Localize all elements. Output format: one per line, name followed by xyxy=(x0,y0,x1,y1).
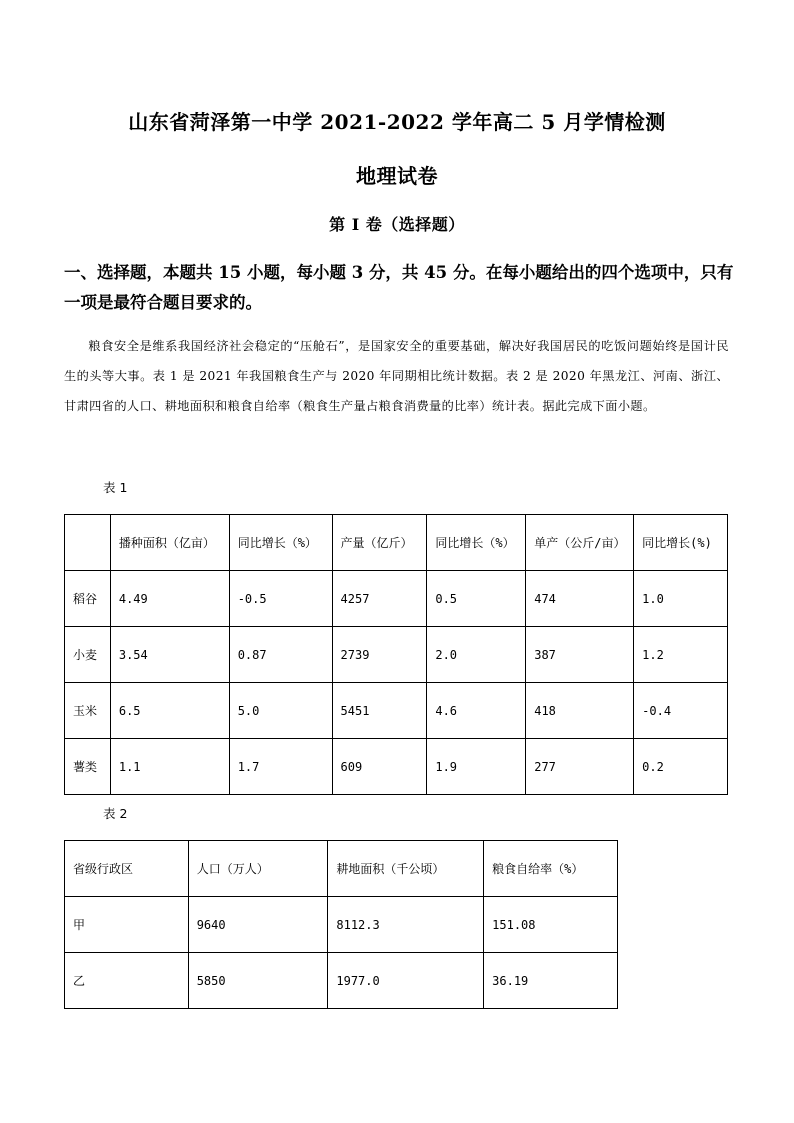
table-cell: 9640 xyxy=(188,897,328,953)
table-cell: 0.2 xyxy=(634,739,728,795)
table-cell: 薯类 xyxy=(65,739,111,795)
table-cell: 1.9 xyxy=(427,739,526,795)
table-header-cell: 同比增长（%） xyxy=(427,515,526,571)
table-cell: 5850 xyxy=(188,953,328,1009)
table-cell: 稻谷 xyxy=(65,571,111,627)
table-header-cell: 同比增长(%) xyxy=(634,515,728,571)
exam-title: 山东省菏泽第一中学 2021-2022 学年高二 5 月学情检测 xyxy=(128,110,666,134)
table-cell: 1.0 xyxy=(634,571,728,627)
table-cell: 4.49 xyxy=(110,571,229,627)
table-header-cell: 同比增长（%） xyxy=(229,515,332,571)
table-cell: 36.19 xyxy=(484,953,618,1009)
table-cell: 0.5 xyxy=(427,571,526,627)
table-cell: 387 xyxy=(526,627,634,683)
table-cell: 5.0 xyxy=(229,683,332,739)
table-cell: 甲 xyxy=(65,897,189,953)
volume-heading: 第 I 卷（选择题） xyxy=(329,215,465,234)
table2-caption: 表 2 xyxy=(103,806,128,821)
table-cell: 6.5 xyxy=(110,683,229,739)
table-header-cell: 耕地面积（千公顷） xyxy=(328,841,484,897)
table-row xyxy=(65,953,618,1009)
table-header-cell: 人口（万人） xyxy=(188,841,328,897)
table-cell: 418 xyxy=(526,683,634,739)
table-cell: 1.2 xyxy=(634,627,728,683)
section-heading: 一、选择题，本题共 15 小题，每小题 3 分，共 45 分。在每小题给出的四个选项中，只有一项是最符合题目要求的。 xyxy=(64,263,734,312)
table-cell: 1977.0 xyxy=(328,953,484,1009)
table-row xyxy=(65,897,618,953)
table-cell: 8112.3 xyxy=(328,897,484,953)
table-cell: 2.0 xyxy=(427,627,526,683)
table-cell: 2739 xyxy=(332,627,427,683)
table-1 xyxy=(64,514,728,795)
table-header-cell: 播种面积（亿亩） xyxy=(110,515,229,571)
table-cell: 玉米 xyxy=(65,683,111,739)
table-cell: 乙 xyxy=(65,953,189,1009)
table-header-cell: 单产（公斤/亩） xyxy=(526,515,634,571)
table-header-cell xyxy=(65,515,111,571)
table-cell: 277 xyxy=(526,739,634,795)
table-header-cell: 省级行政区 xyxy=(65,841,189,897)
table-cell: 4257 xyxy=(332,571,427,627)
table-cell: 小麦 xyxy=(65,627,111,683)
table-row xyxy=(65,571,728,627)
table-row xyxy=(65,683,728,739)
table-2 xyxy=(64,840,618,1009)
passage-text: 粮食安全是维系我国经济社会稳定的“压舱石”，是国家安全的重要基础，解决好我国居民的吃饭问题始终是国计民生的头等大事。表 1 是 2021 年我国粮食生产与 2020 年同期相比统计数据。表 2 是 2020 年黑龙江、河南、浙江、甘肃四省的人口、耕地面积和粮食自给率（粮食生产量占粮食消费量的比率）统计表。据此完成下面小题。 xyxy=(64,339,729,413)
table-cell: 1.1 xyxy=(110,739,229,795)
table-cell: 151.08 xyxy=(484,897,618,953)
table-cell: 4.6 xyxy=(427,683,526,739)
table-cell: -0.5 xyxy=(229,571,332,627)
table-header-cell: 产量（亿斤） xyxy=(332,515,427,571)
table-header-row xyxy=(65,515,728,571)
table-header-row xyxy=(65,841,618,897)
table-cell: 3.54 xyxy=(110,627,229,683)
table-header-cell: 粮食自给率（%） xyxy=(484,841,618,897)
table-cell: 474 xyxy=(526,571,634,627)
table-row xyxy=(65,627,728,683)
table-cell: 0.87 xyxy=(229,627,332,683)
table-cell: 5451 xyxy=(332,683,427,739)
table-row xyxy=(65,739,728,795)
table-cell: 1.7 xyxy=(229,739,332,795)
exam-subtitle: 地理试卷 xyxy=(356,164,438,188)
table-cell: -0.4 xyxy=(634,683,728,739)
table-cell: 609 xyxy=(332,739,427,795)
table1-caption: 表 1 xyxy=(103,480,128,495)
